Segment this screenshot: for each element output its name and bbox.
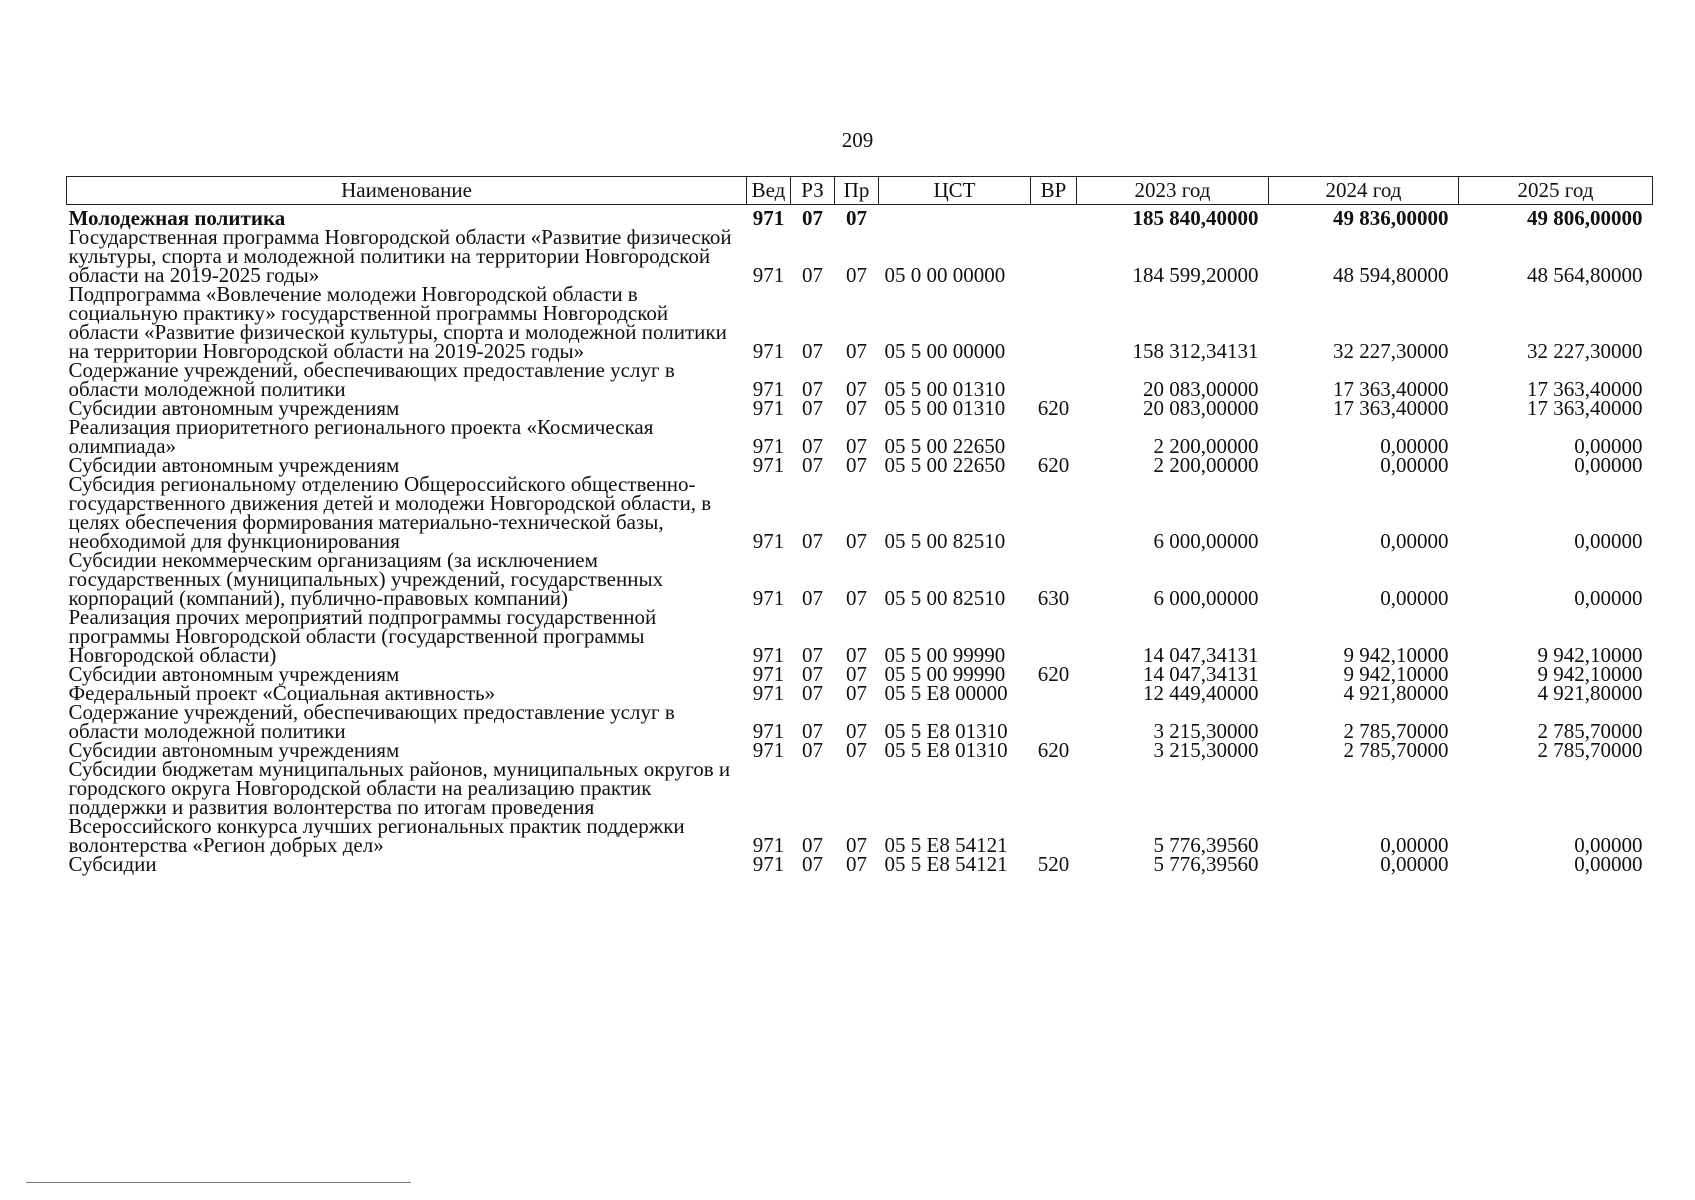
cell-y2024: 0,00000 — [1380, 453, 1449, 477]
cell-y2023: 6 000,00000 — [1153, 529, 1259, 553]
cell-y2023: 158 312,34131 — [1132, 339, 1259, 363]
cell-ved: 971 — [752, 719, 785, 743]
cell-rz: 07 — [802, 586, 823, 610]
cell-ved: 971 — [752, 681, 785, 705]
cell-cst: 05 5 00 99990 — [884, 643, 1006, 667]
cell-ved: 971 — [752, 377, 785, 401]
cell-vr — [1031, 205, 1077, 229]
cell-cst: 05 0 00 00000 — [884, 263, 1006, 287]
table-body — [67, 205, 1653, 875]
cell-rz: 07 — [802, 643, 823, 667]
header-2025: 2025 год — [1459, 177, 1653, 205]
cell-y2025: 17 363,40000 — [1527, 377, 1643, 401]
cell-y2024: 2 785,70000 — [1343, 738, 1449, 762]
cell-pr: 07 — [846, 206, 867, 230]
cell-y2024: 0,00000 — [1380, 434, 1449, 458]
cell-pr: 07 — [846, 643, 867, 667]
cell-pr: 07 — [846, 434, 867, 458]
cell-y2025: 49 806,00000 — [1527, 206, 1643, 230]
cell-cst: 05 5 00 82510 — [884, 529, 1006, 553]
cell-name: Субсидии бюджетам муниципальных районов, муниципальных округов и городского округа Новгородской области на реализацию практик поддержки и развития волонтерства по итогам проведения Всероссийского конкурса лучших региональных практик поддержки волонтерства «Регион добрых дел» — [68, 757, 731, 857]
cell-vr: 620 — [1037, 453, 1070, 477]
cell-rz: 07 — [802, 396, 823, 420]
cell-y2024: 0,00000 — [1380, 529, 1449, 553]
cell-rz: 07 — [802, 662, 823, 686]
cell-vr — [1031, 760, 1077, 855]
cell-y2025: 9 942,10000 — [1537, 643, 1643, 667]
cell-cst: 05 5 E8 01310 — [884, 738, 1008, 762]
cell-rz: 07 — [802, 738, 823, 762]
cell-cst: 05 5 00 22650 — [884, 453, 1006, 477]
cell-vr — [1031, 703, 1077, 741]
cell-pr: 07 — [846, 662, 867, 686]
cell-y2023: 3 215,30000 — [1153, 719, 1259, 743]
table-row — [67, 608, 1653, 665]
cell-cst — [879, 205, 1031, 229]
cell-y2025: 17 363,40000 — [1527, 396, 1643, 420]
cell-y2025: 0,00000 — [1574, 453, 1643, 477]
cell-pr: 07 — [846, 681, 867, 705]
cell-pr: 07 — [846, 263, 867, 287]
cell-vr: 620 — [1037, 662, 1070, 686]
cell-rz: 07 — [802, 833, 823, 857]
cell-pr: 07 — [846, 833, 867, 857]
header-pr: Пр — [835, 177, 879, 205]
cell-vr — [1031, 475, 1077, 551]
cell-y2024: 4 921,80000 — [1343, 681, 1449, 705]
cell-y2023: 185 840,40000 — [1132, 206, 1259, 230]
header-ved: Вед — [747, 177, 791, 205]
cell-rz: 07 — [802, 529, 823, 553]
cell-rz: 07 — [802, 339, 823, 363]
cell-y2023: 3 215,30000 — [1153, 738, 1259, 762]
header-2024: 2024 год — [1269, 177, 1459, 205]
cell-y2025: 4 921,80000 — [1537, 681, 1643, 705]
cell-vr: 620 — [1037, 738, 1070, 762]
cell-name: Субсидии автономным учреждениям — [68, 453, 400, 477]
cell-y2023: 20 083,00000 — [1143, 377, 1259, 401]
cell-vr — [1031, 285, 1077, 361]
cell-rz: 07 — [802, 681, 823, 705]
cell-cst: 05 5 E8 01310 — [884, 719, 1008, 743]
cell-rz: 07 — [802, 434, 823, 458]
header-cst: ЦСТ — [879, 177, 1031, 205]
table-row — [67, 285, 1653, 361]
table-row — [67, 551, 1653, 608]
cell-y2024: 0,00000 — [1380, 852, 1449, 876]
cell-y2025: 0,00000 — [1574, 434, 1643, 458]
cell-ved: 971 — [752, 833, 785, 857]
cell-y2025: 0,00000 — [1574, 586, 1643, 610]
cell-ved: 971 — [752, 643, 785, 667]
table-header-row — [67, 177, 1653, 205]
cell-rz: 07 — [802, 719, 823, 743]
cell-name: Субсидии автономным учреждениям — [68, 738, 400, 762]
cell-cst: 05 5 00 01310 — [884, 396, 1006, 420]
header-name: Наименование — [67, 177, 747, 205]
cell-name: Субсидии автономным учреждениям — [68, 662, 400, 686]
cell-pr: 07 — [846, 453, 867, 477]
cell-y2023: 14 047,34131 — [1143, 643, 1259, 667]
cell-y2024: 9 942,10000 — [1343, 643, 1449, 667]
cell-name: Субсидии — [68, 852, 157, 876]
cell-vr: 630 — [1037, 586, 1070, 610]
cell-name: Реализация приоритетного регионального проекта «Космическая олимпиада» — [68, 415, 654, 458]
cell-rz: 07 — [802, 377, 823, 401]
table-row — [67, 418, 1653, 456]
header-vr: ВР — [1031, 177, 1077, 205]
cell-name: Содержание учреждений, обеспечивающих предоставление услуг в области молодежной политики — [68, 700, 675, 743]
cell-y2025: 2 785,70000 — [1537, 719, 1643, 743]
cell-ved: 971 — [752, 586, 785, 610]
cell-vr — [1031, 228, 1077, 285]
cell-name: Молодежная политика — [68, 206, 286, 230]
cell-y2025: 0,00000 — [1574, 833, 1643, 857]
cell-y2023: 6 000,00000 — [1153, 586, 1259, 610]
cell-pr: 07 — [846, 738, 867, 762]
cell-ved: 971 — [752, 206, 785, 230]
cell-ved: 971 — [752, 662, 785, 686]
cell-y2024: 49 836,00000 — [1333, 206, 1449, 230]
cell-ved: 971 — [752, 529, 785, 553]
cell-y2025: 2 785,70000 — [1537, 738, 1643, 762]
cell-vr — [1031, 684, 1077, 703]
cell-vr — [1031, 418, 1077, 456]
cell-cst: 05 5 E8 00000 — [884, 681, 1008, 705]
cell-name: Субсидии некоммерческим организациям (за исключением государственных (муниципальных) учреждений, государственных корпораций (компаний), публично-правовых компаний) — [68, 548, 664, 610]
cell-y2023: 20 083,00000 — [1143, 396, 1259, 420]
table-row — [67, 228, 1653, 285]
cell-y2023: 5 776,39560 — [1153, 833, 1259, 857]
cell-name: Реализация прочих мероприятий подпрограммы государственной программы Новгородской области (государственной программы Новгородской области) — [68, 605, 657, 667]
cell-name: Государственная программа Новгородской области «Развитие физической культуры, спорта и молодежной политики на территории Новгородской области на 2019-2025 годы» — [68, 225, 732, 287]
cell-ved: 971 — [752, 852, 785, 876]
cell-pr: 07 — [846, 586, 867, 610]
cell-ved: 971 — [752, 339, 785, 363]
cell-y2024: 0,00000 — [1380, 833, 1449, 857]
cell-rz: 07 — [802, 852, 823, 876]
cell-pr: 07 — [846, 339, 867, 363]
cell-y2025: 0,00000 — [1574, 529, 1643, 553]
header-2023: 2023 год — [1077, 177, 1269, 205]
cell-cst: 05 5 00 99990 — [884, 662, 1006, 686]
cell-y2025: 32 227,30000 — [1527, 339, 1643, 363]
cell-y2023: 184 599,20000 — [1132, 263, 1259, 287]
cell-ved: 971 — [752, 453, 785, 477]
cell-name: Подпрограмма «Вовлечение молодежи Новгородской области в социальную практику» государственной программы Новгородской области «Развитие физической культуры, спорта и молодежной политики на территории Новгородской области на 2019-2025 годы» — [68, 282, 727, 363]
cell-cst: 05 5 00 82510 — [884, 586, 1006, 610]
cell-vr — [1031, 608, 1077, 665]
cell-y2024: 9 942,10000 — [1343, 662, 1449, 686]
cell-ved: 971 — [752, 738, 785, 762]
cell-pr: 07 — [846, 852, 867, 876]
cell-cst: 05 5 00 00000 — [884, 339, 1006, 363]
cell-y2024: 32 227,30000 — [1333, 339, 1449, 363]
cell-y2024: 17 363,40000 — [1333, 377, 1449, 401]
page-number: 209 — [841, 128, 874, 152]
cell-y2023: 5 776,39560 — [1153, 852, 1259, 876]
cell-y2025: 9 942,10000 — [1537, 662, 1643, 686]
table-row — [67, 703, 1653, 741]
table-row — [67, 475, 1653, 551]
budget-table — [66, 176, 1653, 874]
table-row — [67, 361, 1653, 399]
cell-y2023: 2 200,00000 — [1153, 434, 1259, 458]
cell-cst: 05 5 E8 54121 — [884, 852, 1008, 876]
cell-cst: 05 5 00 22650 — [884, 434, 1006, 458]
cell-y2024: 17 363,40000 — [1333, 396, 1449, 420]
cell-y2024: 48 594,80000 — [1333, 263, 1449, 287]
cell-vr: 620 — [1037, 396, 1070, 420]
cell-y2024: 0,00000 — [1380, 586, 1449, 610]
header-rz: РЗ — [791, 177, 835, 205]
cell-vr: 520 — [1037, 852, 1070, 876]
cell-pr: 07 — [846, 396, 867, 420]
cell-ved: 971 — [752, 396, 785, 420]
cell-y2023: 2 200,00000 — [1153, 453, 1259, 477]
cell-rz: 07 — [802, 263, 823, 287]
cell-name: Субсидии автономным учреждениям — [68, 396, 400, 420]
cell-ved: 971 — [752, 434, 785, 458]
cell-y2023: 14 047,34131 — [1143, 662, 1259, 686]
cell-pr: 07 — [846, 377, 867, 401]
cell-name: Субсидия региональному отделению Общероссийского общественно-государственного движения детей и молодежи Новгородской области, в целях обеспечения формирования материально-технической базы, необходимой для функционирования — [68, 472, 712, 553]
cell-name: Содержание учреждений, обеспечивающих предоставление услуг в области молодежной политики — [68, 358, 675, 401]
footer-rule — [26, 1182, 411, 1183]
cell-rz: 07 — [802, 453, 823, 477]
cell-rz: 07 — [802, 206, 823, 230]
cell-y2023: 12 449,40000 — [1143, 681, 1259, 705]
cell-ved: 971 — [752, 263, 785, 287]
cell-y2025: 0,00000 — [1574, 852, 1643, 876]
cell-y2024: 2 785,70000 — [1343, 719, 1449, 743]
table-row — [67, 760, 1653, 855]
cell-y2025: 48 564,80000 — [1527, 263, 1643, 287]
table-row — [67, 855, 1653, 874]
cell-vr — [1031, 361, 1077, 399]
cell-name: Федеральный проект «Социальная активность» — [68, 681, 496, 705]
cell-cst: 05 5 E8 54121 — [884, 833, 1008, 857]
cell-pr: 07 — [846, 719, 867, 743]
cell-pr: 07 — [846, 529, 867, 553]
cell-cst: 05 5 00 01310 — [884, 377, 1006, 401]
